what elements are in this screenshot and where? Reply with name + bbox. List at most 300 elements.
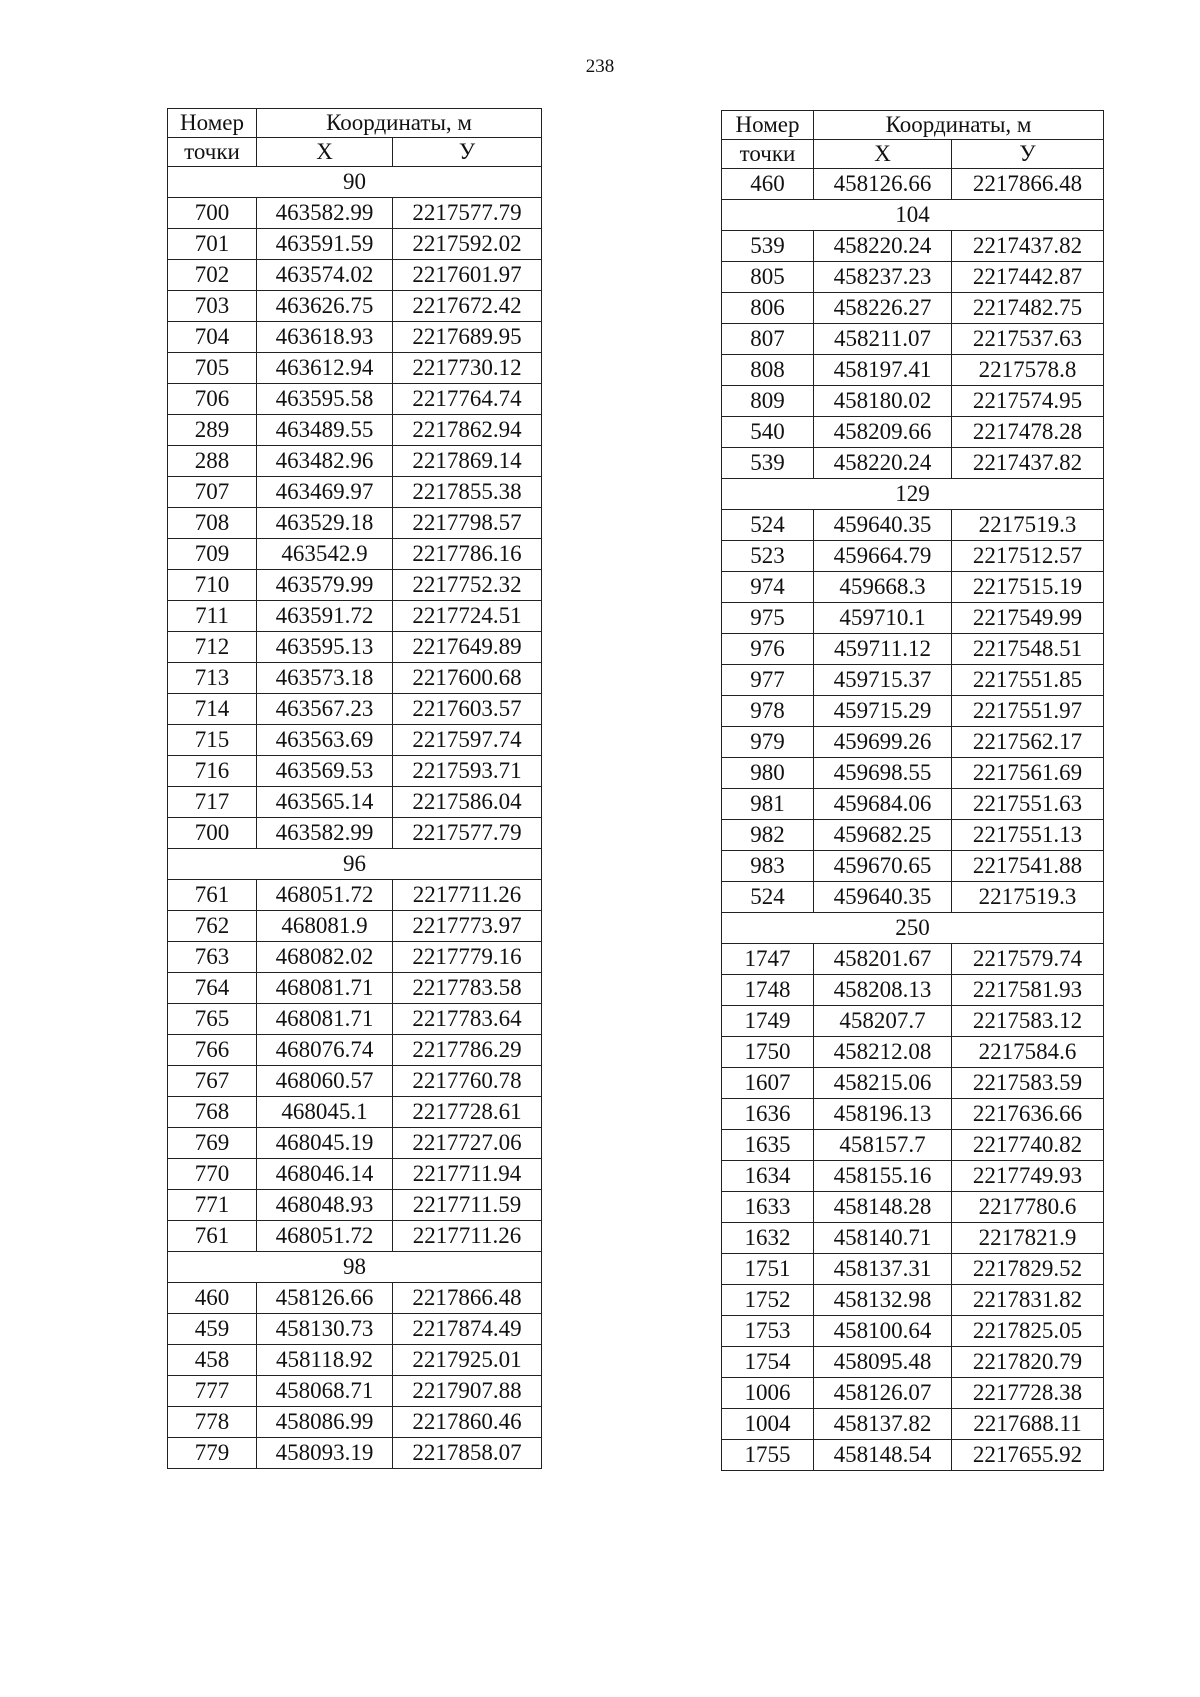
table-row [168, 942, 542, 973]
y-coordinate-cell: 2217577.79 [393, 818, 542, 849]
point-number-cell: 978 [722, 696, 814, 727]
x-coordinate-cell: 458207.7 [814, 1006, 952, 1037]
table-row [168, 632, 542, 663]
y-coordinate-cell: 2217869.14 [393, 446, 542, 477]
y-coordinate-cell: 2217764.74 [393, 384, 542, 415]
point-number-cell: 1755 [722, 1440, 814, 1471]
point-number-cell: 716 [168, 756, 257, 787]
y-coordinate-cell: 2217820.79 [952, 1347, 1104, 1378]
y-coordinate-cell: 2217786.29 [393, 1035, 542, 1066]
y-coordinate-cell: 2217907.88 [393, 1376, 542, 1407]
y-coordinate-cell: 2217649.89 [393, 632, 542, 663]
y-coordinate-cell: 2217711.59 [393, 1190, 542, 1221]
x-coordinate-cell: 459715.29 [814, 696, 952, 727]
table-row [722, 262, 1104, 293]
table-row [168, 601, 542, 632]
table-row [168, 911, 542, 942]
x-coordinate-cell: 458180.02 [814, 386, 952, 417]
x-coordinate-cell: 468046.14 [257, 1159, 393, 1190]
point-number-cell: 701 [168, 229, 257, 260]
y-coordinate-cell: 2217561.69 [952, 758, 1104, 789]
x-coordinate-cell: 458137.82 [814, 1409, 952, 1440]
y-coordinate-cell: 2217548.51 [952, 634, 1104, 665]
x-coordinate-cell: 458196.13 [814, 1099, 952, 1130]
y-coordinate-cell: 2217586.04 [393, 787, 542, 818]
point-number-cell: 524 [722, 882, 814, 913]
y-coordinate-cell: 2217592.02 [393, 229, 542, 260]
x-coordinate-cell: 463591.59 [257, 229, 393, 260]
table-row [722, 324, 1104, 355]
table-row [168, 446, 542, 477]
y-column-header: У [952, 140, 1104, 169]
point-number-cell: 700 [168, 818, 257, 849]
table-row [722, 727, 1104, 758]
point-number-cell: 1749 [722, 1006, 814, 1037]
table-body [722, 169, 1104, 1471]
table-row [168, 539, 542, 570]
table-row [722, 417, 1104, 448]
table-row [168, 1066, 542, 1097]
y-coordinate-cell: 2217551.63 [952, 789, 1104, 820]
point-number-cell: 1633 [722, 1192, 814, 1223]
y-coordinate-cell: 2217688.11 [952, 1409, 1104, 1440]
section-row [722, 479, 1104, 510]
y-coordinate-cell: 2217579.74 [952, 944, 1104, 975]
table-row [168, 1314, 542, 1345]
y-coordinate-cell: 2217711.26 [393, 1221, 542, 1252]
y-coordinate-cell: 2217577.79 [393, 198, 542, 229]
table-row [722, 1037, 1104, 1068]
y-coordinate-cell: 2217866.48 [952, 169, 1104, 200]
y-coordinate-cell: 2217562.17 [952, 727, 1104, 758]
point-number-cell: 288 [168, 446, 257, 477]
y-coordinate-cell: 2217728.61 [393, 1097, 542, 1128]
x-coordinate-cell: 463563.69 [257, 725, 393, 756]
y-coordinate-cell: 2217831.82 [952, 1285, 1104, 1316]
point-number-cell: 540 [722, 417, 814, 448]
x-coordinate-cell: 458126.66 [257, 1283, 393, 1314]
table-row [168, 880, 542, 911]
x-coordinate-cell: 458100.64 [814, 1316, 952, 1347]
y-coordinate-cell: 2217862.94 [393, 415, 542, 446]
x-coordinate-cell: 458197.41 [814, 355, 952, 386]
section-row [168, 849, 542, 880]
y-coordinate-cell: 2217783.58 [393, 973, 542, 1004]
point-number-cell: 777 [168, 1376, 257, 1407]
x-coordinate-cell: 459664.79 [814, 541, 952, 572]
section-number: 96 [168, 849, 542, 880]
table-row [722, 696, 1104, 727]
point-number-cell: 806 [722, 293, 814, 324]
table-row [168, 1407, 542, 1438]
point-number-cell: 706 [168, 384, 257, 415]
y-coordinate-cell: 2217549.99 [952, 603, 1104, 634]
table-row [168, 725, 542, 756]
x-coordinate-cell: 459710.1 [814, 603, 952, 634]
coordinates-table-right [721, 110, 1104, 1471]
y-coordinate-cell: 2217825.05 [952, 1316, 1104, 1347]
x-coordinate-cell: 463582.99 [257, 818, 393, 849]
x-coordinate-cell: 463579.99 [257, 570, 393, 601]
table-row [168, 384, 542, 415]
table-body [168, 167, 542, 1469]
x-coordinate-cell: 463469.97 [257, 477, 393, 508]
point-number-cell: 711 [168, 601, 257, 632]
y-coordinate-cell: 2217519.3 [952, 510, 1104, 541]
table-row [168, 291, 542, 322]
x-coordinate-cell: 468076.74 [257, 1035, 393, 1066]
point-number-cell: 982 [722, 820, 814, 851]
y-coordinate-cell: 2217752.32 [393, 570, 542, 601]
y-coordinate-cell: 2217482.75 [952, 293, 1104, 324]
y-coordinate-cell: 2217749.93 [952, 1161, 1104, 1192]
x-coordinate-cell: 458068.71 [257, 1376, 393, 1407]
y-coordinate-cell: 2217760.78 [393, 1066, 542, 1097]
x-coordinate-cell: 463529.18 [257, 508, 393, 539]
table-row [722, 820, 1104, 851]
x-coordinate-cell: 458208.13 [814, 975, 952, 1006]
x-coordinate-cell: 458215.06 [814, 1068, 952, 1099]
x-coordinate-cell: 458126.66 [814, 169, 952, 200]
x-coordinate-cell: 458148.54 [814, 1440, 952, 1471]
table-row [168, 1345, 542, 1376]
x-coordinate-cell: 463595.58 [257, 384, 393, 415]
x-coordinate-cell: 458130.73 [257, 1314, 393, 1345]
point-number-header-line1: Номер [722, 111, 814, 140]
table-row [722, 634, 1104, 665]
point-number-cell: 778 [168, 1407, 257, 1438]
x-coordinate-cell: 463618.93 [257, 322, 393, 353]
page-number: 238 [585, 56, 615, 77]
x-coordinate-cell: 459684.06 [814, 789, 952, 820]
table-row [168, 663, 542, 694]
point-number-cell: 460 [168, 1283, 257, 1314]
point-number-cell: 771 [168, 1190, 257, 1221]
point-number-cell: 975 [722, 603, 814, 634]
table-row [722, 572, 1104, 603]
x-coordinate-cell: 468045.19 [257, 1128, 393, 1159]
point-number-cell: 768 [168, 1097, 257, 1128]
x-coordinate-cell: 458211.07 [814, 324, 952, 355]
section-row [168, 1252, 542, 1283]
table-row [168, 198, 542, 229]
table-row [168, 1159, 542, 1190]
section-row [722, 200, 1104, 231]
x-coordinate-cell: 458118.92 [257, 1345, 393, 1376]
table-row [168, 694, 542, 725]
x-coordinate-cell: 463595.13 [257, 632, 393, 663]
table-row [168, 415, 542, 446]
y-coordinate-cell: 2217855.38 [393, 477, 542, 508]
x-coordinate-cell: 468048.93 [257, 1190, 393, 1221]
y-coordinate-cell: 2217672.42 [393, 291, 542, 322]
point-number-cell: 1747 [722, 944, 814, 975]
table-row [168, 1097, 542, 1128]
y-column-header: У [393, 138, 542, 167]
section-number: 250 [722, 913, 1104, 944]
point-number-cell: 1004 [722, 1409, 814, 1440]
coordinates-header: Координаты, м [814, 111, 1104, 140]
table-row [168, 477, 542, 508]
point-number-cell: 1607 [722, 1068, 814, 1099]
table-row [722, 1254, 1104, 1285]
table-row [722, 603, 1104, 634]
x-coordinate-cell: 463482.96 [257, 446, 393, 477]
point-number-cell: 712 [168, 632, 257, 663]
point-number-cell: 1636 [722, 1099, 814, 1130]
point-number-cell: 704 [168, 322, 257, 353]
point-number-cell: 539 [722, 231, 814, 262]
y-coordinate-cell: 2217728.38 [952, 1378, 1104, 1409]
point-number-cell: 458 [168, 1345, 257, 1376]
x-coordinate-cell: 463573.18 [257, 663, 393, 694]
point-number-cell: 805 [722, 262, 814, 293]
x-coordinate-cell: 459668.3 [814, 572, 952, 603]
x-coordinate-cell: 458095.48 [814, 1347, 952, 1378]
y-coordinate-cell: 2217600.68 [393, 663, 542, 694]
point-number-cell: 808 [722, 355, 814, 386]
y-coordinate-cell: 2217866.48 [393, 1283, 542, 1314]
x-coordinate-cell: 458237.23 [814, 262, 952, 293]
point-number-cell: 762 [168, 911, 257, 942]
point-number-cell: 460 [722, 169, 814, 200]
table-row [722, 665, 1104, 696]
table-row [722, 355, 1104, 386]
x-coordinate-cell: 458137.31 [814, 1254, 952, 1285]
x-coordinate-cell: 459640.35 [814, 510, 952, 541]
y-coordinate-cell: 2217655.92 [952, 1440, 1104, 1471]
table-row [722, 789, 1104, 820]
y-coordinate-cell: 2217551.85 [952, 665, 1104, 696]
x-coordinate-cell: 459699.26 [814, 727, 952, 758]
point-number-cell: 981 [722, 789, 814, 820]
point-number-cell: 715 [168, 725, 257, 756]
point-number-cell: 807 [722, 324, 814, 355]
point-number-cell: 779 [168, 1438, 257, 1469]
point-number-cell: 709 [168, 539, 257, 570]
section-row [168, 167, 542, 198]
table-row [722, 1378, 1104, 1409]
y-coordinate-cell: 2217783.64 [393, 1004, 542, 1035]
table-row [168, 756, 542, 787]
table-row [168, 1004, 542, 1035]
table-row [722, 758, 1104, 789]
point-number-cell: 524 [722, 510, 814, 541]
point-number-cell: 707 [168, 477, 257, 508]
y-coordinate-cell: 2217541.88 [952, 851, 1104, 882]
y-coordinate-cell: 2217551.97 [952, 696, 1104, 727]
table-row [168, 973, 542, 1004]
x-coordinate-cell: 458220.24 [814, 448, 952, 479]
y-coordinate-cell: 2217724.51 [393, 601, 542, 632]
y-coordinate-cell: 2217636.66 [952, 1099, 1104, 1130]
x-coordinate-cell: 459682.25 [814, 820, 952, 851]
x-coordinate-cell: 468045.1 [257, 1097, 393, 1128]
table-row [722, 386, 1104, 417]
x-coordinate-cell: 468081.71 [257, 973, 393, 1004]
point-number-cell: 766 [168, 1035, 257, 1066]
table-row [168, 508, 542, 539]
table-row [722, 293, 1104, 324]
point-number-cell: 1634 [722, 1161, 814, 1192]
y-coordinate-cell: 2217874.49 [393, 1314, 542, 1345]
table-row [722, 1006, 1104, 1037]
y-coordinate-cell: 2217597.74 [393, 725, 542, 756]
x-coordinate-cell: 458132.98 [814, 1285, 952, 1316]
table-row [168, 1376, 542, 1407]
table-row [722, 1409, 1104, 1440]
point-number-cell: 708 [168, 508, 257, 539]
x-coordinate-cell: 458148.28 [814, 1192, 952, 1223]
x-coordinate-cell: 458226.27 [814, 293, 952, 324]
point-number-cell: 539 [722, 448, 814, 479]
table-row [722, 851, 1104, 882]
y-coordinate-cell: 2217821.9 [952, 1223, 1104, 1254]
point-number-cell: 705 [168, 353, 257, 384]
x-coordinate-cell: 463489.55 [257, 415, 393, 446]
x-coordinate-cell: 468051.72 [257, 880, 393, 911]
table-row [722, 944, 1104, 975]
point-number-cell: 767 [168, 1066, 257, 1097]
table-row [722, 1130, 1104, 1161]
x-coordinate-cell: 463582.99 [257, 198, 393, 229]
y-coordinate-cell: 2217689.95 [393, 322, 542, 353]
point-number-cell: 761 [168, 880, 257, 911]
x-coordinate-cell: 468060.57 [257, 1066, 393, 1097]
table-row [168, 1035, 542, 1066]
point-number-cell: 1753 [722, 1316, 814, 1347]
table-row [168, 1190, 542, 1221]
y-coordinate-cell: 2217829.52 [952, 1254, 1104, 1285]
section-number: 129 [722, 479, 1104, 510]
point-number-cell: 702 [168, 260, 257, 291]
y-coordinate-cell: 2217727.06 [393, 1128, 542, 1159]
table-row [722, 1285, 1104, 1316]
x-coordinate-cell: 458140.71 [814, 1223, 952, 1254]
y-coordinate-cell: 2217711.94 [393, 1159, 542, 1190]
y-coordinate-cell: 2217858.07 [393, 1438, 542, 1469]
table-row [168, 787, 542, 818]
y-coordinate-cell: 2217515.19 [952, 572, 1104, 603]
x-coordinate-cell: 463626.75 [257, 291, 393, 322]
point-number-cell: 523 [722, 541, 814, 572]
section-row [722, 913, 1104, 944]
table-row [722, 448, 1104, 479]
x-coordinate-cell: 463569.53 [257, 756, 393, 787]
point-number-cell: 459 [168, 1314, 257, 1345]
point-number-cell: 769 [168, 1128, 257, 1159]
point-number-header-line2: точки [722, 140, 814, 169]
table-row [168, 1283, 542, 1314]
x-coordinate-cell: 458155.16 [814, 1161, 952, 1192]
y-coordinate-cell: 2217779.16 [393, 942, 542, 973]
coordinates-header: Координаты, м [257, 109, 542, 138]
y-coordinate-cell: 2217574.95 [952, 386, 1104, 417]
point-number-cell: 700 [168, 198, 257, 229]
point-number-cell: 980 [722, 758, 814, 789]
point-number-cell: 763 [168, 942, 257, 973]
table-row [722, 1223, 1104, 1254]
y-coordinate-cell: 2217583.59 [952, 1068, 1104, 1099]
x-coordinate-cell: 463565.14 [257, 787, 393, 818]
point-number-cell: 1754 [722, 1347, 814, 1378]
x-coordinate-cell: 458212.08 [814, 1037, 952, 1068]
coordinates-table-left [167, 108, 542, 1469]
point-number-cell: 1006 [722, 1378, 814, 1409]
table-row [722, 510, 1104, 541]
point-number-cell: 765 [168, 1004, 257, 1035]
point-number-cell: 1748 [722, 975, 814, 1006]
table-row [722, 882, 1104, 913]
point-number-cell: 289 [168, 415, 257, 446]
table-row [168, 570, 542, 601]
y-coordinate-cell: 2217583.12 [952, 1006, 1104, 1037]
point-number-cell: 710 [168, 570, 257, 601]
y-coordinate-cell: 2217780.6 [952, 1192, 1104, 1223]
x-coordinate-cell: 458209.66 [814, 417, 952, 448]
table-row [722, 231, 1104, 262]
y-coordinate-cell: 2217601.97 [393, 260, 542, 291]
point-number-cell: 977 [722, 665, 814, 696]
table-row [722, 1068, 1104, 1099]
y-coordinate-cell: 2217437.82 [952, 231, 1104, 262]
y-coordinate-cell: 2217773.97 [393, 911, 542, 942]
point-number-cell: 974 [722, 572, 814, 603]
y-coordinate-cell: 2217786.16 [393, 539, 542, 570]
x-coordinate-cell: 463542.9 [257, 539, 393, 570]
point-number-cell: 713 [168, 663, 257, 694]
table-row [722, 1316, 1104, 1347]
section-number: 104 [722, 200, 1104, 231]
x-coordinate-cell: 468081.71 [257, 1004, 393, 1035]
y-coordinate-cell: 2217537.63 [952, 324, 1104, 355]
y-coordinate-cell: 2217730.12 [393, 353, 542, 384]
y-coordinate-cell: 2217478.28 [952, 417, 1104, 448]
y-coordinate-cell: 2217581.93 [952, 975, 1104, 1006]
point-number-cell: 983 [722, 851, 814, 882]
y-coordinate-cell: 2217740.82 [952, 1130, 1104, 1161]
table-row [168, 322, 542, 353]
point-number-cell: 703 [168, 291, 257, 322]
point-number-cell: 1632 [722, 1223, 814, 1254]
y-coordinate-cell: 2217584.6 [952, 1037, 1104, 1068]
x-coordinate-cell: 459698.55 [814, 758, 952, 789]
y-coordinate-cell: 2217798.57 [393, 508, 542, 539]
x-coordinate-cell: 458220.24 [814, 231, 952, 262]
table-row [722, 1099, 1104, 1130]
point-number-cell: 770 [168, 1159, 257, 1190]
point-number-cell: 714 [168, 694, 257, 725]
table-row [722, 1347, 1104, 1378]
y-coordinate-cell: 2217711.26 [393, 880, 542, 911]
point-number-cell: 1752 [722, 1285, 814, 1316]
table-row [168, 229, 542, 260]
table-row [168, 818, 542, 849]
x-coordinate-cell: 468051.72 [257, 1221, 393, 1252]
y-coordinate-cell: 2217578.8 [952, 355, 1104, 386]
point-number-cell: 764 [168, 973, 257, 1004]
point-number-cell: 979 [722, 727, 814, 758]
y-coordinate-cell: 2217519.3 [952, 882, 1104, 913]
x-coordinate-cell: 468082.02 [257, 942, 393, 973]
point-number-cell: 1750 [722, 1037, 814, 1068]
x-column-header: Х [257, 138, 393, 167]
y-coordinate-cell: 2217437.82 [952, 448, 1104, 479]
point-number-cell: 809 [722, 386, 814, 417]
y-coordinate-cell: 2217593.71 [393, 756, 542, 787]
x-coordinate-cell: 459711.12 [814, 634, 952, 665]
table-row [168, 1128, 542, 1159]
